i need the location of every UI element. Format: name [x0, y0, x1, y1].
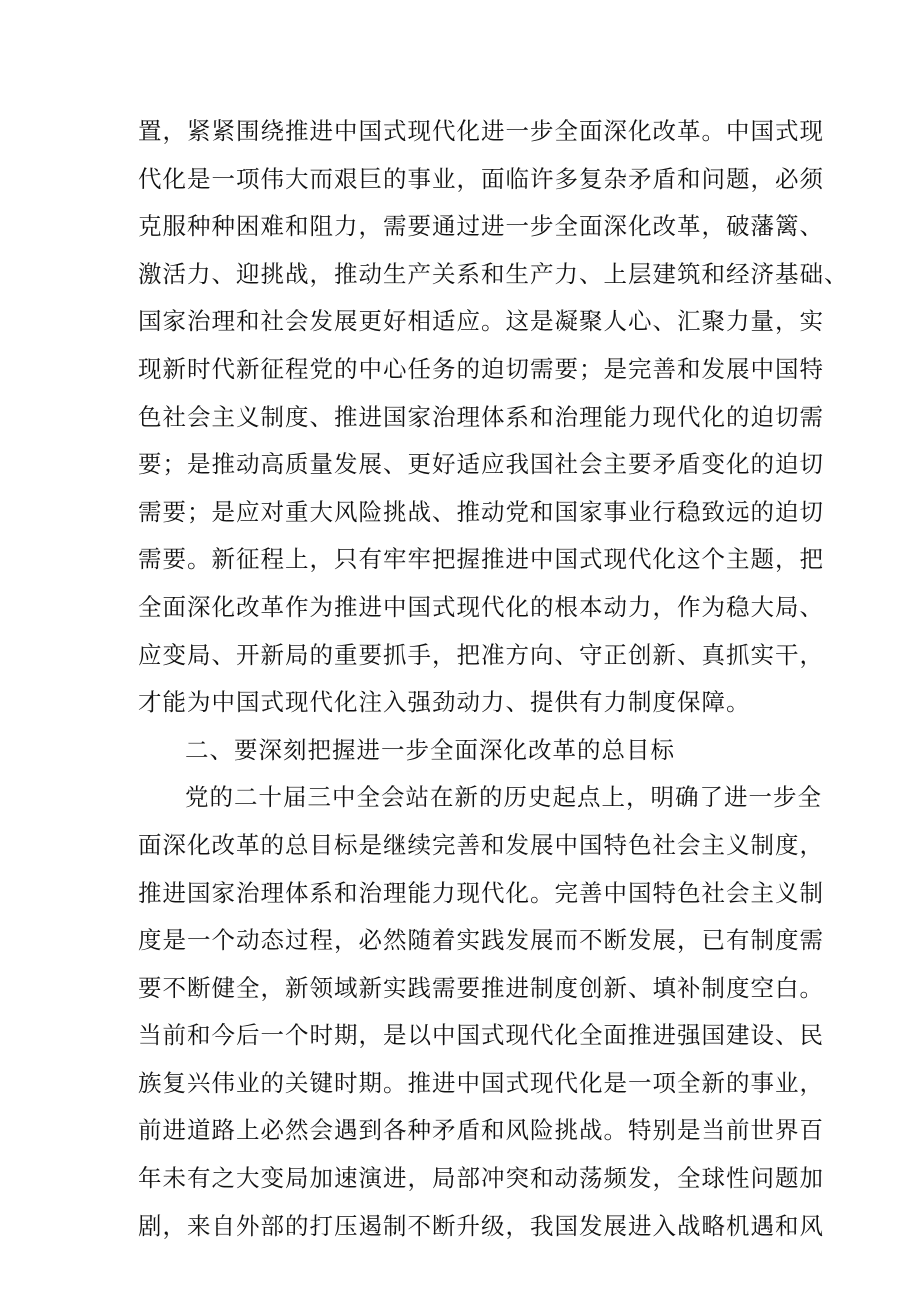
text-line: 克服种种困难和阻力，需要通过进一步全面深化改革，破藩篱、: [138, 212, 824, 241]
text-line: 当前和今后一个时期，是以中国式现代化全面推进强国建设、民: [138, 1021, 824, 1050]
document-body: [138, 108, 849, 1250]
text-line: 才能为中国式现代化注入强劲动力、提供有力制度保障。: [138, 688, 751, 717]
text-line: 年未有之大变局加速演进，局部冲突和动荡频发，全球性问题加: [138, 1164, 824, 1193]
text-line: 全面深化改革作为推进中国式现代化的根本动力，作为稳大局、: [138, 592, 824, 621]
text-line: 要；是推动高质量发展、更好适应我国社会主要矛盾变化的迫切: [138, 450, 824, 479]
text-line: 置，紧紧围绕推进中国式现代化进一步全面深化改革。中国式现: [138, 117, 824, 145]
text-line: 代化是一项伟大而艰巨的事业，面临许多复杂矛盾和问题，必须: [138, 164, 824, 193]
text-line: 要不断健全，新领域新实践需要推进制度创新、填补制度空白。: [138, 973, 824, 1002]
text-line: 族复兴伟业的关键时期。推进中国式现代化是一项全新的事业，: [138, 1068, 824, 1097]
text-line: 激活力、迎挑战，推动生产关系和生产力、上层建筑和经济基础、: [138, 259, 849, 288]
text-line: 应变局、开新局的重要抓手，把准方向、守正创新、真抓实干，: [138, 640, 824, 669]
section-heading: 二、要深刻把握进一步全面深化改革的总目标: [185, 735, 675, 764]
text-line: 面深化改革的总目标是继续完善和发展中国特色社会主义制度，: [138, 830, 824, 859]
text-line: 需要；是应对重大风险挑战、推动党和国家事业行稳致远的迫切: [138, 497, 824, 526]
text-line: 需要。新征程上，只有牢牢把握推进中国式现代化这个主题，把: [138, 545, 824, 574]
text-line: 推进国家治理体系和治理能力现代化。完善中国特色社会主义制: [138, 878, 824, 907]
text-line: 度是一个动态过程，必然随着实践发展而不断发展，已有制度需: [138, 926, 824, 955]
text-line: 国家治理和社会发展更好相适应。这是凝聚人心、汇聚力量，实: [138, 307, 824, 336]
text-line: 现新时代新征程党的中心任务的迫切需要；是完善和发展中国特: [138, 354, 824, 383]
text-line: 前进道路上必然会遇到各种矛盾和风险挑战。特别是当前世界百: [138, 1116, 824, 1145]
text-line: 剧，来自外部的打压遏制不断升级，我国发展进入战略机遇和风: [138, 1211, 824, 1240]
text-line: 色社会主义制度、推进国家治理体系和治理能力现代化的迫切需: [138, 402, 824, 431]
text-line: 党的二十届三中全会站在新的历史起点上，明确了进一步全: [185, 783, 822, 812]
